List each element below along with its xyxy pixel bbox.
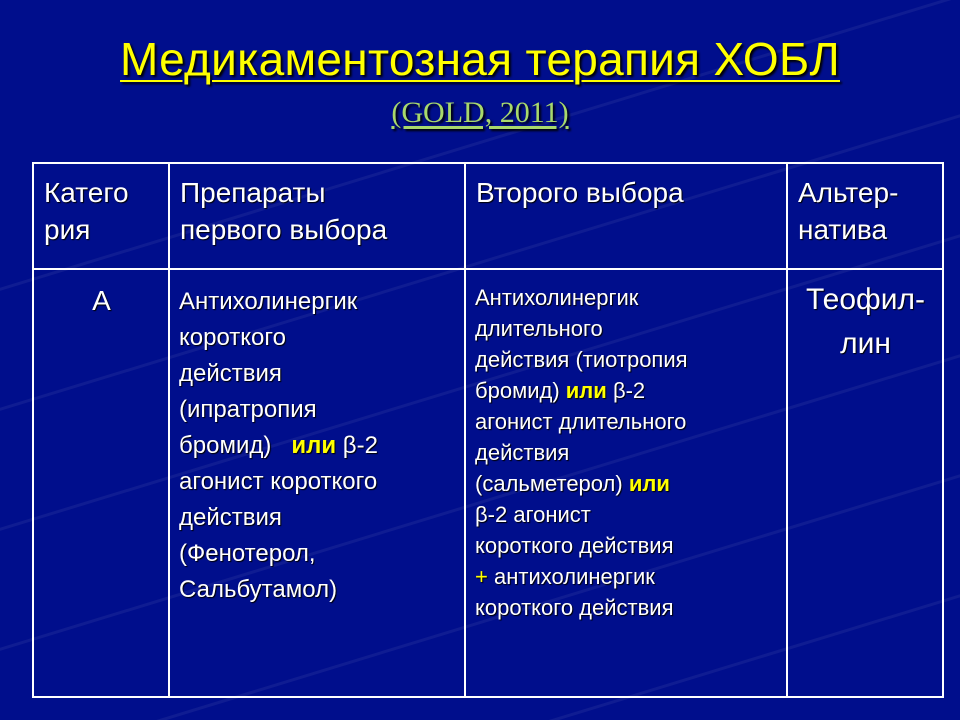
slide-subtitle: (GOLD, 2011) — [391, 96, 569, 129]
cell-category: А — [33, 269, 169, 697]
cell-first-choice: Антихолинергик короткого действия (ипратропия бромид) или β-2 агонист короткого действия (Фенотерол, Сальбутамол) — [169, 269, 465, 697]
header-alternative: Альтер- натива — [787, 163, 943, 269]
or-highlight: или — [565, 378, 607, 403]
cell-second-choice: Антихолинергик длительного действия (тиотропия бромид) или β-2 агонист длительного действия (сальметерол) или β-2 агонист короткого действия + антихолинергик короткого действия — [465, 269, 787, 697]
table-row — [33, 269, 943, 697]
or-highlight: или — [628, 471, 670, 496]
therapy-table — [32, 162, 944, 698]
header-first-choice: Препараты первого выбора — [169, 163, 465, 269]
table-header-row — [33, 163, 943, 269]
header-category: Катего рия — [33, 163, 169, 269]
plus-sign: + — [475, 564, 488, 589]
header-second-choice: Второго выбора — [465, 163, 787, 269]
cell-alternative: Теофил- лин — [787, 269, 943, 697]
or-highlight: или — [291, 432, 337, 459]
slide-title: Медикаментозная терапия ХОБЛ — [120, 33, 840, 85]
